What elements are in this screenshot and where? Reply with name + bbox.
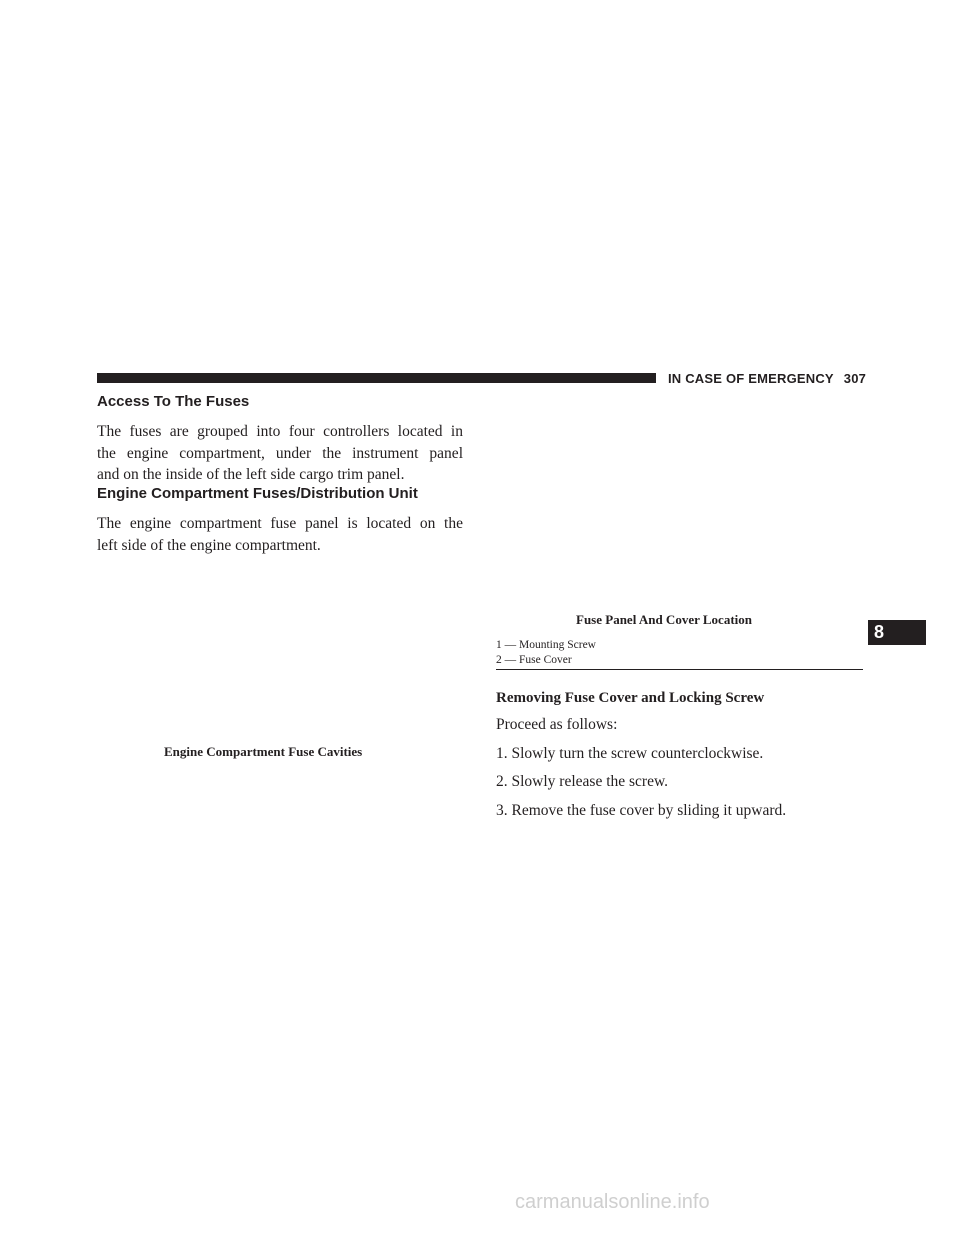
text-line: left side of the engine compartment. [97,536,321,554]
text-line: The engine compartment fuse panel is located on the [97,515,463,532]
paragraph-fuse-panel-location [97,513,463,556]
step-item: 2. Slowly release the screw. [496,773,669,790]
legend-item: 1 — Mounting Screw [496,639,596,651]
text-line: and on the inside of the left side cargo trim panel. [97,466,405,483]
heading-access-fuses: Access To The Fuses [97,393,250,410]
header-rule [97,373,656,383]
legend-rule [496,669,863,670]
text-line: the engine compartment, under the instrument panel [97,444,463,462]
heading-engine-compartment-fuses: Engine Compartment Fuses/Distribution Unit [97,485,418,502]
paragraph-fuses-grouped [97,421,463,486]
step-item: 3. Remove the fuse cover by sliding it upward. [496,802,787,819]
running-header [668,371,866,386]
page-number: 307 [843,371,867,386]
subheading-removing-fuse-cover: Removing Fuse Cover and Locking Screw [496,690,765,706]
legend-item: 2 — Fuse Cover [496,654,572,666]
watermark-text: carmanualsonline.info [515,1191,710,1213]
intro-text: Proceed as follows: [496,716,618,733]
chapter-tab: 8 [868,620,926,645]
section-title: IN CASE OF EMERGENCY [668,371,834,386]
step-item: 1. Slowly turn the screw counterclockwise. [496,745,764,762]
text-line: The fuses are grouped into four controllers located in [97,423,463,440]
figure-caption-fuse-cavities: Engine Compartment Fuse Cavities [164,744,363,759]
figure-legend [496,638,596,668]
figure-caption-fuse-panel: Fuse Panel And Cover Location [576,612,752,627]
